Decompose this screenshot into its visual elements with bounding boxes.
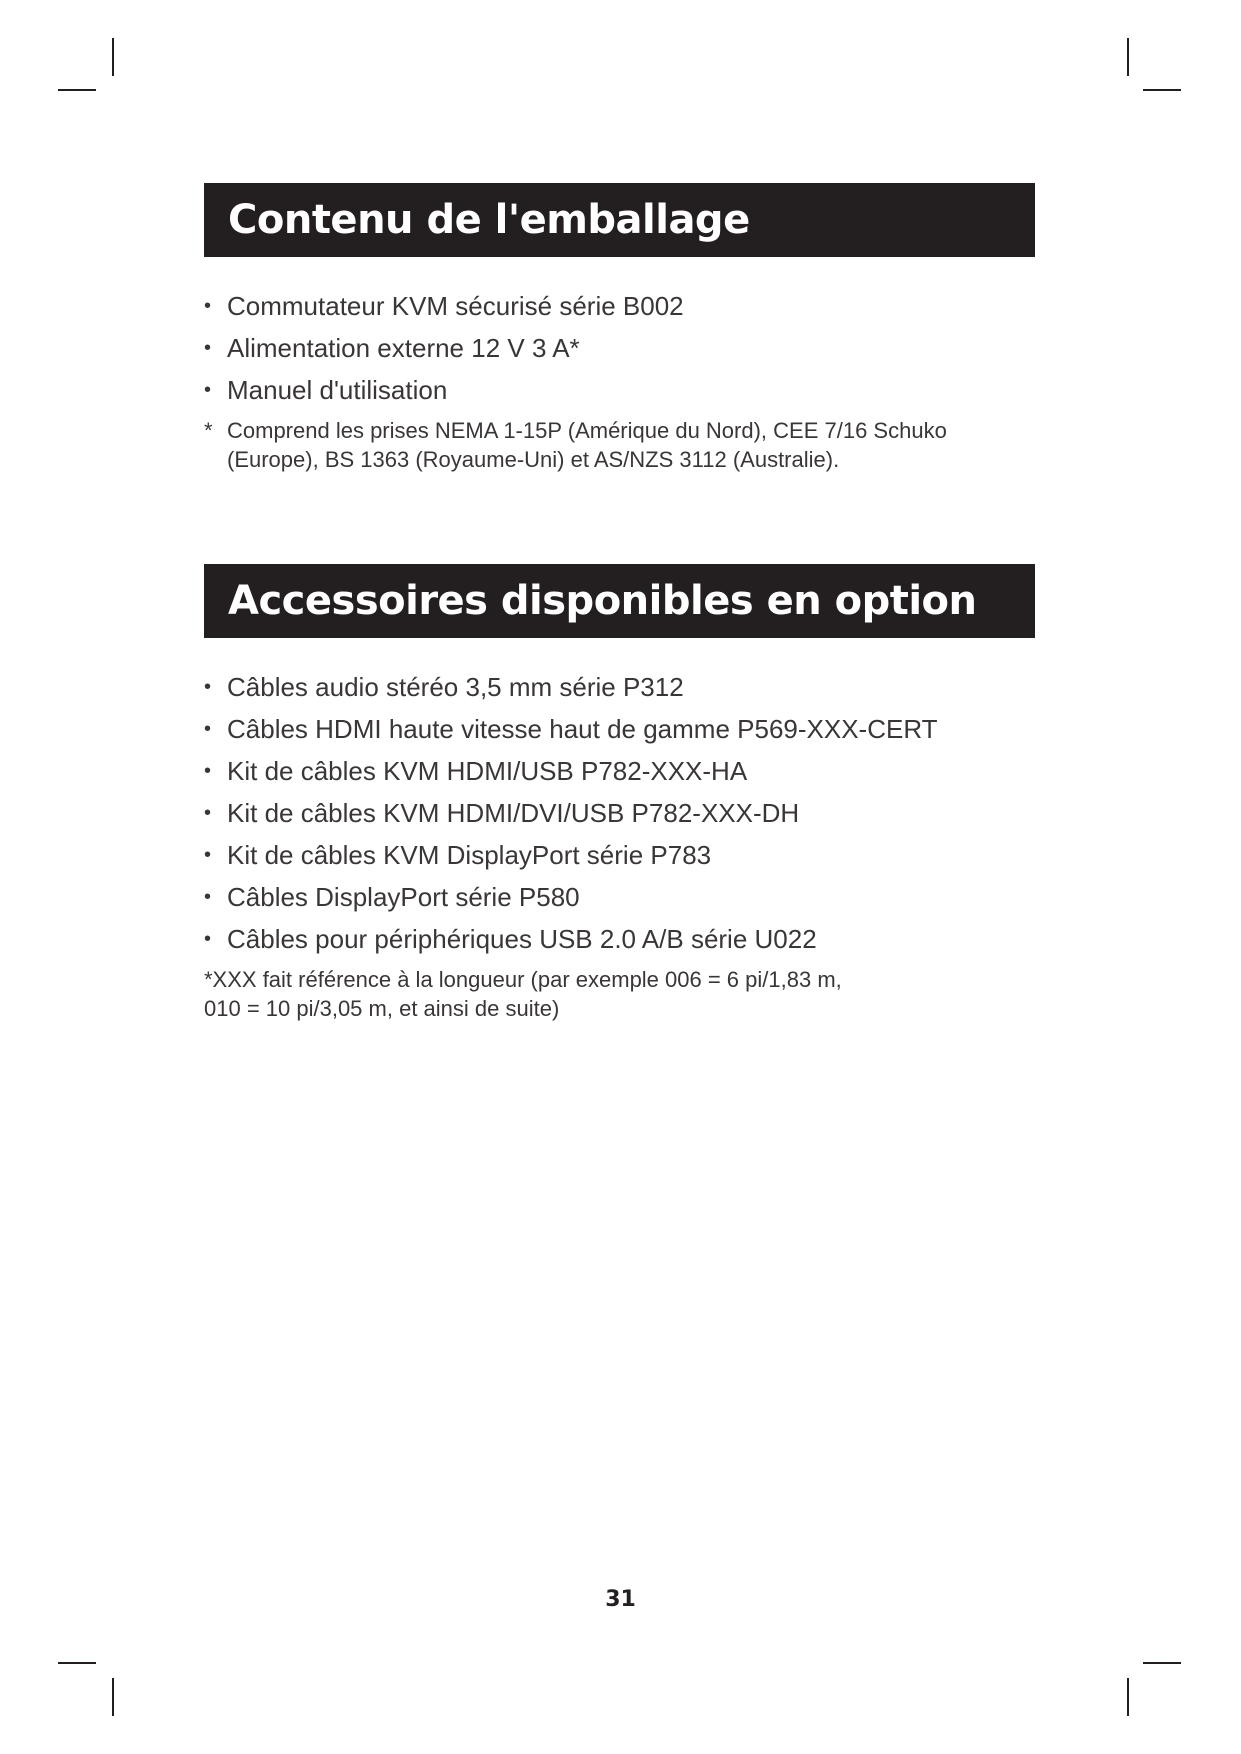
- list-item-text: Kit de câbles KVM HDMI/DVI/USB P782-XXX-DH: [227, 798, 800, 828]
- package-contents-list: [204, 285, 684, 411]
- list-item-text: Câbles audio stéréo 3,5 mm série P312: [227, 672, 684, 702]
- crop-mark-top-right-vertical: [1127, 38, 1129, 76]
- footnote-text: Comprend les prises NEMA 1-15P (Amérique du Nord), CEE 7/16 Schuko (Europe), BS 1363 (Royaume-Uni) et AS/NZS 3112 (Australie).: [227, 418, 947, 472]
- list-item: [204, 369, 684, 411]
- list-item-text: Commutateur KVM sécurisé série B002: [227, 291, 684, 321]
- list-item: [204, 666, 938, 708]
- accessories-footnote: [204, 965, 924, 1023]
- optional-accessories-list: [204, 666, 938, 960]
- list-item-text: Câbles DisplayPort série P580: [227, 882, 580, 912]
- bullet-icon: •: [204, 379, 212, 401]
- footnote-line: 010 = 10 pi/3,05 m, et ainsi de suite): [204, 996, 560, 1021]
- list-item: [204, 876, 938, 918]
- list-item-text: Alimentation externe 12 V 3 A*: [227, 333, 580, 363]
- section-header-accessoires: Accessoires disponibles en option: [204, 564, 1035, 638]
- crop-mark-top-left-vertical: [112, 38, 114, 76]
- footnote-line: *XXX fait référence à la longueur (par exemple 006 = 6 pi/1,83 m,: [204, 967, 842, 992]
- list-item-text: Câbles HDMI haute vitesse haut de gamme P569-XXX-CERT: [227, 714, 938, 744]
- bullet-icon: •: [204, 676, 212, 698]
- list-item: [204, 327, 684, 369]
- package-contents-footnote: [204, 416, 1004, 474]
- bullet-icon: •: [204, 928, 212, 950]
- crop-mark-bottom-left-vertical: [112, 1678, 114, 1716]
- list-item-text: Manuel d'utilisation: [227, 375, 448, 405]
- crop-mark-bottom-left-horizontal: [58, 1662, 96, 1664]
- section-header-contenu: Contenu de l'emballage: [204, 183, 1035, 257]
- crop-mark-top-left-horizontal: [58, 89, 96, 91]
- list-item-text: Kit de câbles KVM DisplayPort série P783: [227, 840, 712, 870]
- list-item: [204, 918, 938, 960]
- bullet-icon: •: [204, 844, 212, 866]
- list-item: [204, 708, 938, 750]
- bullet-icon: •: [204, 886, 212, 908]
- bullet-icon: •: [204, 337, 212, 359]
- bullet-icon: •: [204, 760, 212, 782]
- page-number: 31: [605, 1587, 636, 1612]
- list-item: [204, 285, 684, 327]
- bullet-icon: •: [204, 295, 212, 317]
- crop-mark-bottom-right-vertical: [1127, 1678, 1129, 1716]
- list-item: [204, 834, 938, 876]
- crop-mark-top-right-horizontal: [1143, 89, 1181, 91]
- list-item: [204, 750, 938, 792]
- list-item-text: Câbles pour périphériques USB 2.0 A/B série U022: [227, 924, 817, 954]
- bullet-icon: •: [204, 802, 212, 824]
- crop-mark-bottom-right-horizontal: [1143, 1662, 1181, 1664]
- list-item: [204, 792, 938, 834]
- list-item-text: Kit de câbles KVM HDMI/USB P782-XXX-HA: [227, 756, 748, 786]
- footnote-marker: *: [204, 418, 213, 443]
- bullet-icon: •: [204, 718, 212, 740]
